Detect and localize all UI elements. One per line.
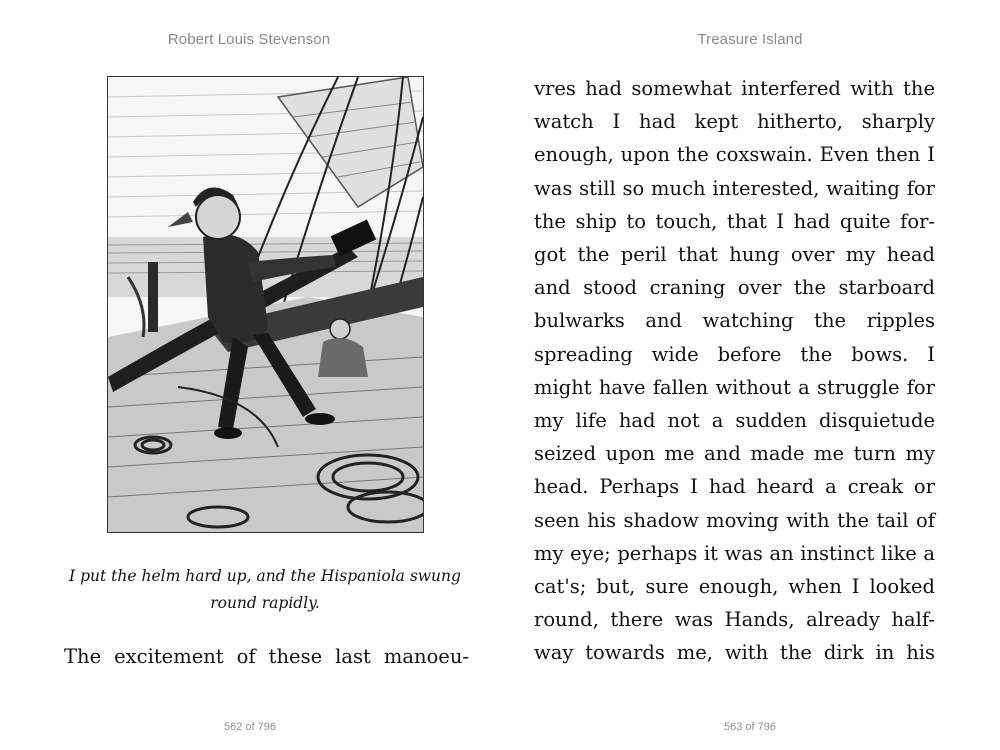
text-line: The excitement of these last manoeu- [64,645,469,668]
illustration [107,76,424,533]
text-line: my eye; perhaps it was an instinct like a [534,541,935,565]
running-head-title: Treasure Island [697,31,803,48]
illustration-caption [62,563,468,617]
right-page[interactable] [500,0,1000,750]
running-head-author: Robert Louis Stevenson [167,31,331,48]
page-number: 563 of 796 [724,721,776,733]
text-line: enough, upon the coxswain. Even then I [534,143,935,167]
caption-line: I put the helm hard up, and the Hispaniola swung [69,567,461,585]
text-line: and stood craning over the starboard [534,276,935,300]
body-text [534,72,935,670]
text-line: might have fallen without a struggle for [534,375,935,399]
text-line: head. Perhaps I had heard a creak or [534,475,935,499]
text-line: seen his shadow moving with the tail of [534,508,935,532]
text-line: was still so much interested, waiting for [534,176,935,200]
text-line: spreading wide before the bows. I [534,342,935,366]
text-line: seized upon me and made me turn my [534,442,935,466]
text-line: cat's; but, sure enough, when I looked [534,575,935,599]
text-line: vres had somewhat interfered with the [534,77,935,100]
text-line: my life had not a sudden disquietude [534,409,935,433]
text-line: watch I had kept hitherto, sharply [534,110,935,134]
text-line: way towards me, with the dirk in his [534,641,935,665]
page-number: 562 of 796 [224,721,276,733]
caption-line: round rapidly. [210,594,320,612]
text-line: round, there was Hands, already half- [534,608,935,632]
body-text [64,640,469,673]
text-line: got the peril that hung over my head [534,243,935,267]
text-line: bulwarks and watching the ripples [534,309,935,333]
text-line: the ship to touch, that I had quite for- [534,209,935,233]
